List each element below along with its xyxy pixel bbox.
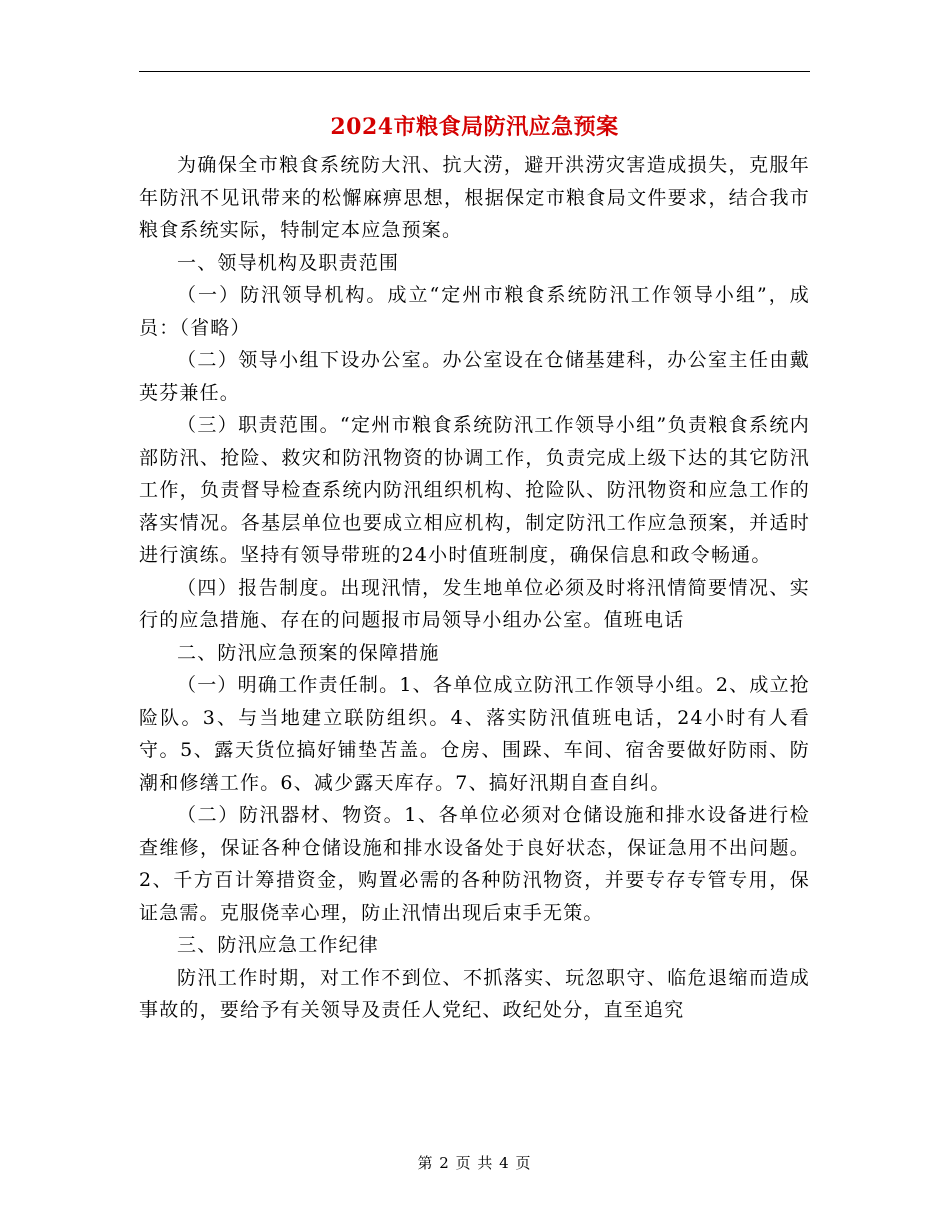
paragraph-2-1: （一）明确工作责任制。1、各单位成立防汛工作领导小组。2、成立抢险队。3、与当地建立联防组织。4、落实防汛值班电话，24小时有人看守。5、露天货位搞好铺垫苫盖。仓房、围跺、车间、宿舍要做好防雨、防潮和修缮工作。6、减少露天库存。7、搞好汛期自查自纠。 [139,674,810,794]
paragraph-1-4: （四）报告制度。出现汛情，发生地单位必须及时将汛情简要情况、实行的应急措施、存在的问题报市局领导小组办公室。值班电话 [139,576,810,631]
paragraph-3-1: 防汛工作时期，对工作不到位、不抓落实、玩忽职守、临危退缩而造成事故的，要给予有关领导及责任人党纪、政纪处分，直至追究 [139,966,810,1021]
paragraph-1-3: （三）职责范围。“定州市粮食系统防汛工作领导小组”负责粮食系统内部防汛、抢险、救灾和防汛物资的协调工作，负责完成上级下达的其它防汛工作，负责督导检查系统内防汛组织机构、抢险队、防汛物资和应急工作的落实情况。各基层单位也要成立相应机构，制定防汛工作应急预案，并适时进行演练。坚持有领导带班的24小时值班制度，确保信息和政令畅通。 [139,414,810,566]
paragraph-1-2: （二）领导小组下设办公室。办公室设在仓储基建科，办公室主任由戴英芬兼任。 [139,349,810,404]
page-number: 第 2 页 共 4 页 [417,1154,532,1172]
header-rule [139,71,810,72]
section-heading-3: 三、防汛应急工作纪律 [177,934,380,956]
paragraph-intro: 为确保全市粮食系统防大汛、抗大涝，避开洪涝灾害造成损失，克服年年防汛不见讯带来的松懈麻痹思想，根据保定市粮食局文件要求，结合我市粮食系统实际，特制定本应急预案。 [139,154,810,241]
section-heading-1: 一、领导机构及职责范围 [177,251,400,274]
section-heading-2: 二、防汛应急预案的保障措施 [177,641,440,664]
document-title: 2024市粮食局防汛应急预案 [330,114,619,140]
paragraph-2-2: （二）防汛器材、物资。1、各单位必须对仓储设施和排水设备进行检查维修，保证各种仓储设施和排水设备处于良好状态，保证急用不出问题。2、千方百计筹措资金，购置必需的各种防汛物资，并要专存专管专用，保证急需。克服侥幸心理，防止汛情出现后束手无策。 [139,804,810,924]
paragraph-1-1: （一）防汛领导机构。成立“定州市粮食系统防汛工作领导小组”，成员：（省略） [139,284,810,339]
document-body [139,149,810,1027]
